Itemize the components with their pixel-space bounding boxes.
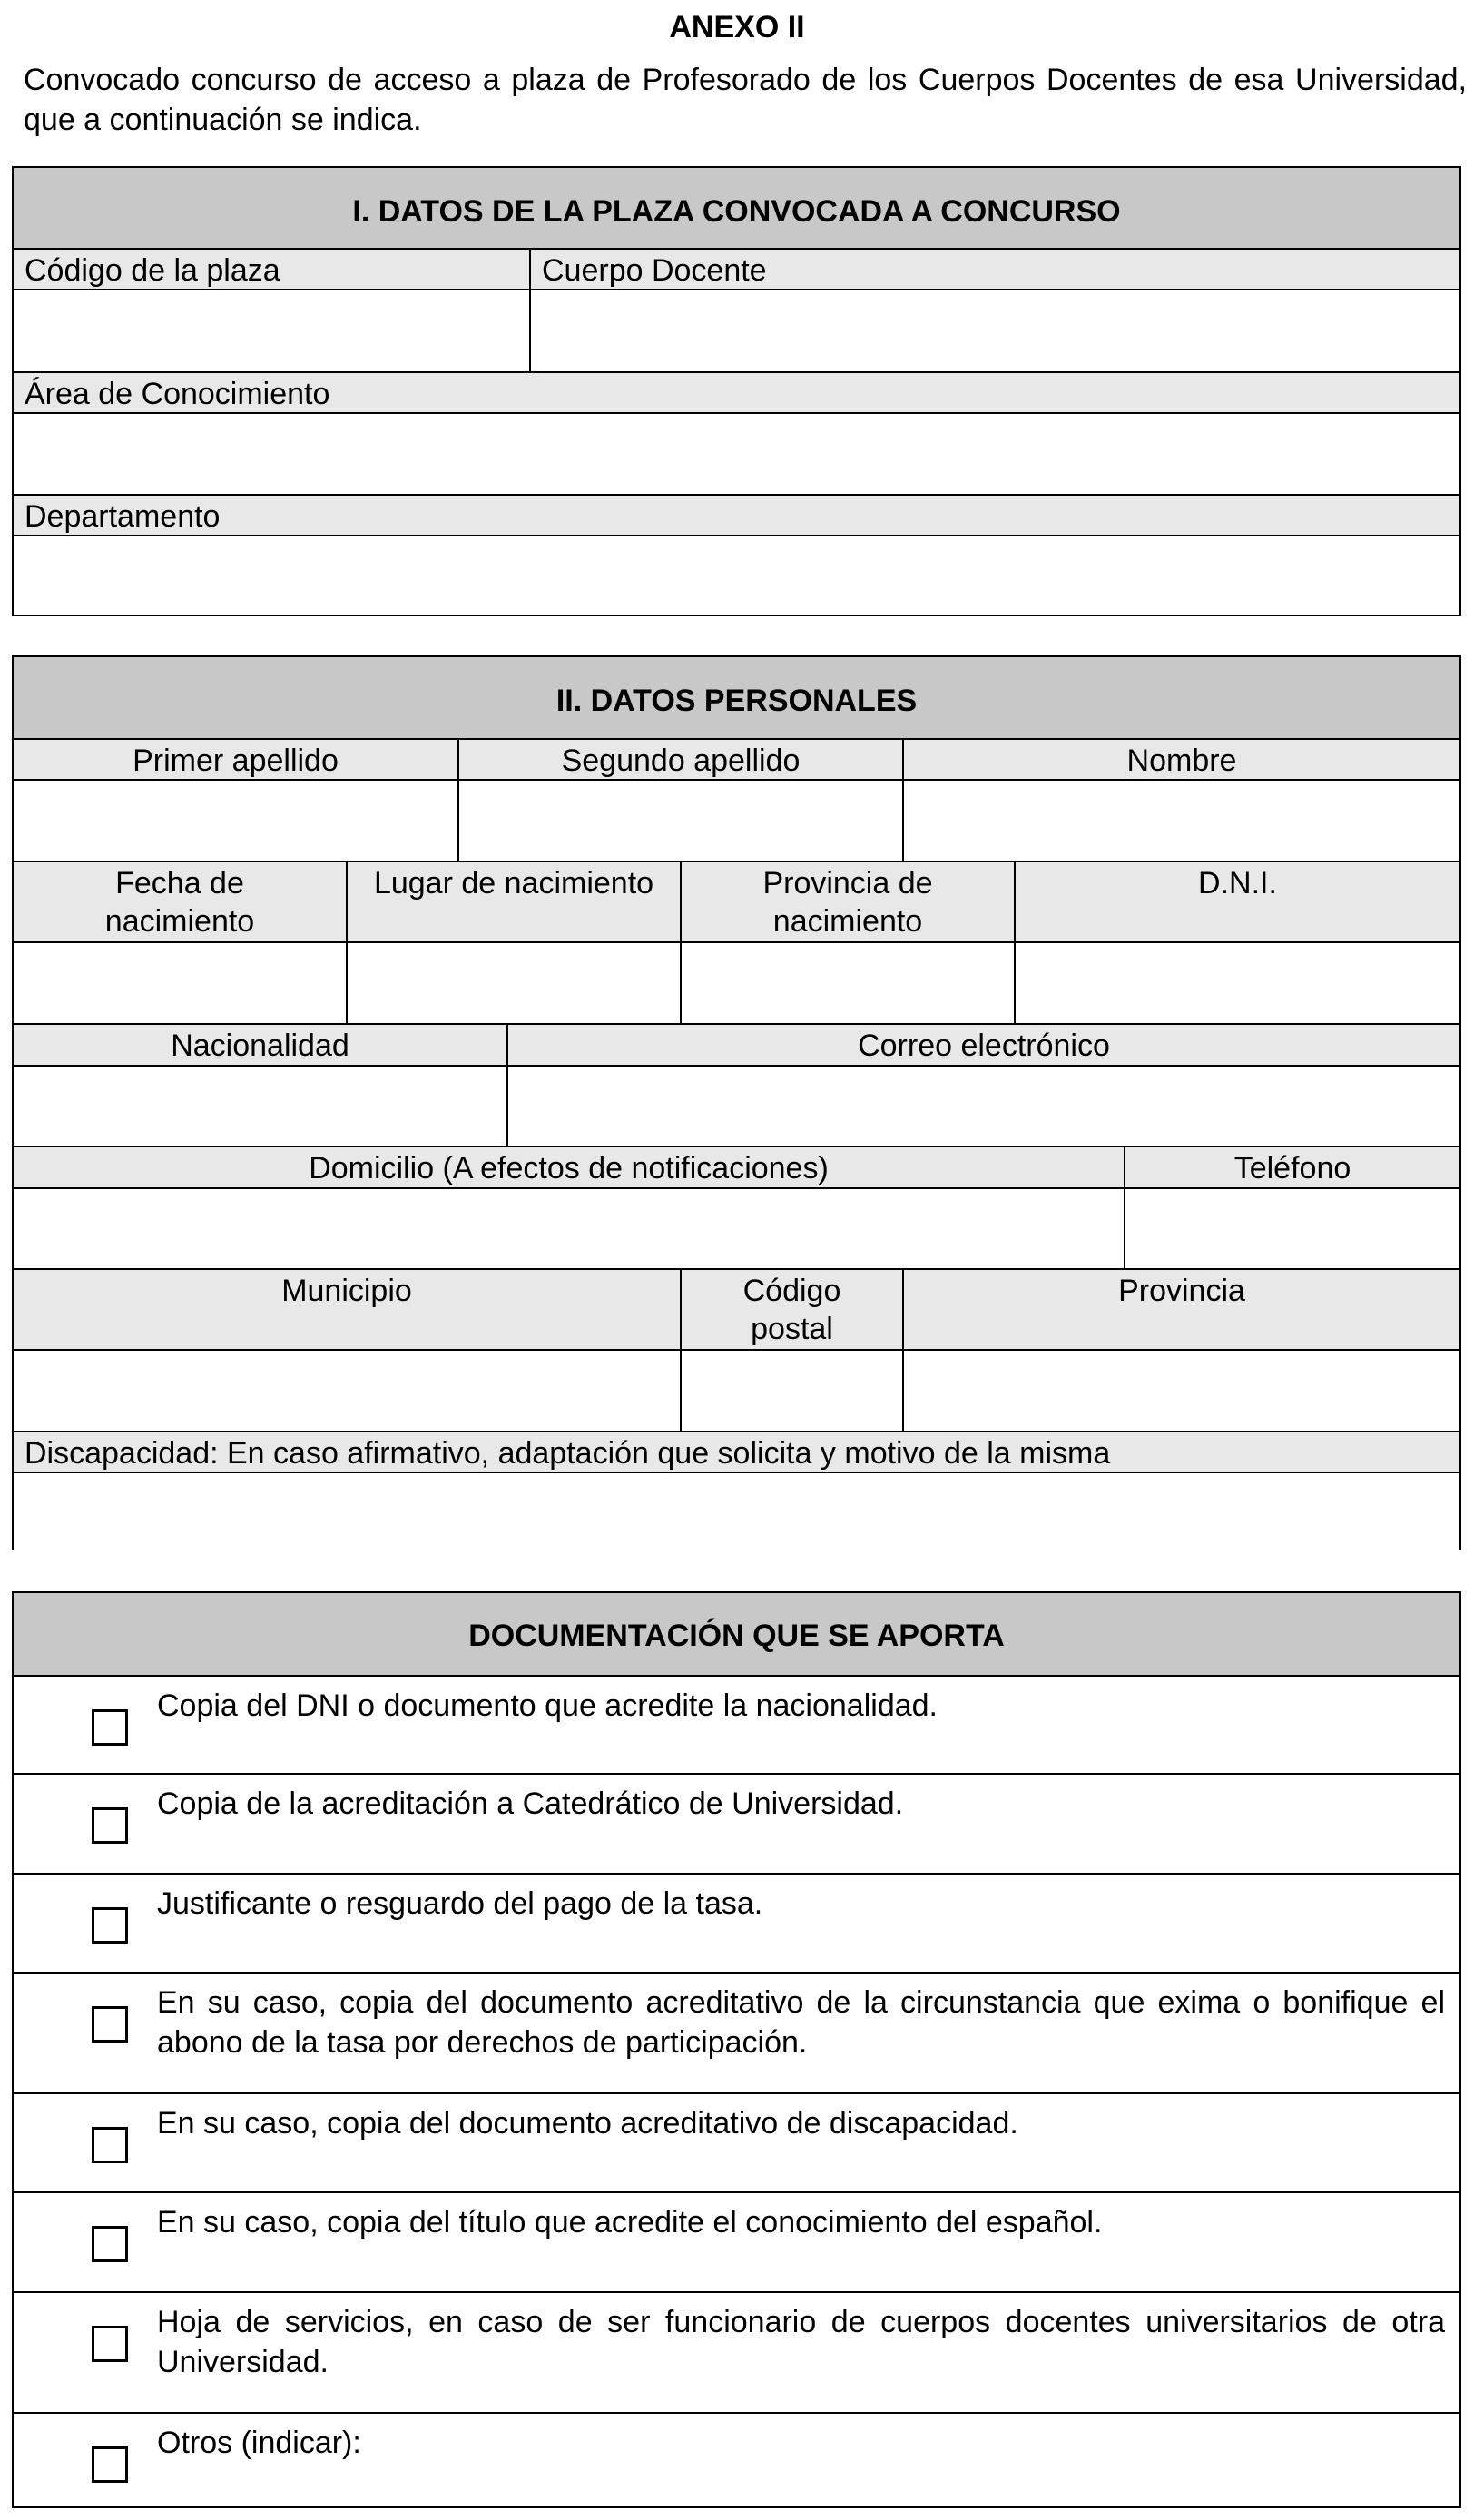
doc-checkbox[interactable] — [92, 2446, 128, 2483]
provincia-field[interactable] — [904, 1351, 1459, 1431]
doc-item — [14, 1974, 1459, 2094]
fecha-nacimiento-field[interactable] — [14, 943, 348, 1023]
contacto-input-row — [14, 1067, 1459, 1147]
doc-item-text: En su caso, copia del título que acredite el conocimiento del español. — [157, 2205, 1103, 2239]
doc-checkbox[interactable] — [92, 2127, 128, 2163]
segundo-apellido-label: Segundo apellido — [459, 740, 904, 779]
primer-apellido-field[interactable] — [14, 781, 459, 861]
telefono-label: Teléfono — [1125, 1147, 1459, 1187]
lugar-nacimiento-label: Lugar de nacimiento — [348, 862, 682, 941]
fecha-nacimiento-label: Fecha de nacimiento — [14, 862, 348, 941]
domicilio-input-row — [14, 1189, 1459, 1270]
domicilio-label-row — [14, 1147, 1459, 1189]
doc-item — [14, 2414, 1459, 2505]
departamento-input-row — [14, 536, 1459, 615]
doc-item-text: Otros (indicar): — [157, 2426, 361, 2460]
area-conocimiento-label: Área de Conocimiento — [14, 373, 1459, 412]
doc-item-text: Copia de la acreditación a Catedrático de Universidad. — [157, 1787, 904, 1821]
doc-item-text: Copia del DNI o documento que acredite la nacionalidad. — [157, 1688, 938, 1723]
nombre-field[interactable] — [904, 781, 1459, 861]
nacimiento-input-row — [14, 943, 1459, 1025]
doc-item — [14, 2193, 1459, 2293]
doc-item-text: En su caso, copia del documento acreditativo de discapacidad. — [157, 2106, 1018, 2141]
doc-item-text: Justificante o resguardo del pago de la tasa. — [157, 1886, 763, 1921]
nombre-label-row — [14, 740, 1459, 781]
dni-label: D.N.I. — [1016, 862, 1459, 941]
doc-item — [14, 1677, 1459, 1775]
contacto-label-row — [14, 1025, 1459, 1067]
doc-checkbox[interactable] — [92, 2326, 128, 2362]
doc-item-text: Hoja de servicios, en caso de ser funcionario de cuerpos docentes universitarios de otra Universidad. — [157, 2305, 1445, 2379]
section-datos-personales-heading: II. DATOS PERSONALES — [14, 657, 1459, 740]
doc-checkbox[interactable] — [92, 1907, 128, 1944]
provincia-nacimiento-label: Provincia de nacimiento — [682, 862, 1016, 941]
municipio-label-row — [14, 1270, 1459, 1351]
section-datos-personales — [12, 655, 1461, 1550]
plaza-input-row — [14, 290, 1459, 373]
discapacidad-label: Discapacidad: En caso afirmativo, adaptación que solicita y motivo de la misma — [14, 1432, 1459, 1472]
domicilio-label: Domicilio (A efectos de notificaciones) — [14, 1147, 1125, 1187]
doc-item — [14, 2293, 1459, 2414]
codigo-postal-field[interactable] — [682, 1351, 904, 1431]
section-documentacion — [12, 1591, 1461, 2508]
municipio-label: Municipio — [14, 1270, 682, 1349]
plaza-label-row — [14, 250, 1459, 290]
nacionalidad-label: Nacionalidad — [14, 1025, 508, 1065]
provincia-label: Provincia — [904, 1270, 1459, 1349]
doc-checkbox[interactable] — [92, 1709, 128, 1746]
codigo-postal-label: Código postal — [682, 1270, 904, 1349]
section-plaza-heading: I. DATOS DE LA PLAZA CONVOCADA A CONCURSO — [14, 168, 1459, 250]
cuerpo-docente-field[interactable] — [531, 290, 1459, 371]
doc-item-text: En su caso, copia del documento acreditativo de la circunstancia que exima o bonifique el abono de la tasa por derechos de participación. — [157, 1985, 1445, 2060]
primer-apellido-label: Primer apellido — [14, 740, 459, 779]
doc-checkbox[interactable] — [92, 2226, 128, 2262]
doc-checkbox[interactable] — [92, 1807, 128, 1844]
codigo-plaza-label: Código de la plaza — [14, 250, 531, 289]
discapacidad-field[interactable] — [14, 1473, 1459, 1550]
section-plaza — [12, 166, 1461, 616]
intro-paragraph: Convocado concurso de acceso a plaza de Profesorado de los Cuerpos Docentes de esa Universidad, que a continuación se indica. — [24, 63, 1467, 137]
doc-item — [14, 2094, 1459, 2193]
section-documentacion-heading: DOCUMENTACIÓN QUE SE APORTA — [14, 1593, 1459, 1677]
nombre-label: Nombre — [904, 740, 1459, 779]
area-input-row — [14, 414, 1459, 496]
doc-item — [14, 1875, 1459, 1974]
provincia-nacimiento-field[interactable] — [682, 943, 1016, 1023]
lugar-nacimiento-field[interactable] — [348, 943, 682, 1023]
discapacidad-input-row — [14, 1473, 1459, 1550]
departamento-field[interactable] — [14, 536, 1459, 615]
page-title: ANEXO II — [669, 10, 805, 44]
correo-label: Correo electrónico — [508, 1025, 1459, 1065]
doc-item — [14, 1775, 1459, 1875]
departamento-label-row — [14, 496, 1459, 536]
correo-field[interactable] — [508, 1067, 1459, 1146]
municipio-field[interactable] — [14, 1351, 682, 1431]
nombre-input-row — [14, 781, 1459, 862]
nacimiento-label-row — [14, 862, 1459, 943]
doc-checkbox[interactable] — [92, 2006, 128, 2043]
departamento-label: Departamento — [14, 496, 1459, 535]
area-conocimiento-field[interactable] — [14, 414, 1459, 494]
telefono-field[interactable] — [1125, 1189, 1459, 1268]
area-label-row — [14, 373, 1459, 414]
municipio-input-row — [14, 1351, 1459, 1432]
cuerpo-docente-label: Cuerpo Docente — [531, 250, 1459, 289]
codigo-plaza-field[interactable] — [14, 290, 531, 371]
nacionalidad-field[interactable] — [14, 1067, 508, 1146]
dni-field[interactable] — [1016, 943, 1459, 1023]
domicilio-field[interactable] — [14, 1189, 1125, 1268]
segundo-apellido-field[interactable] — [459, 781, 904, 861]
discapacidad-label-row — [14, 1432, 1459, 1473]
